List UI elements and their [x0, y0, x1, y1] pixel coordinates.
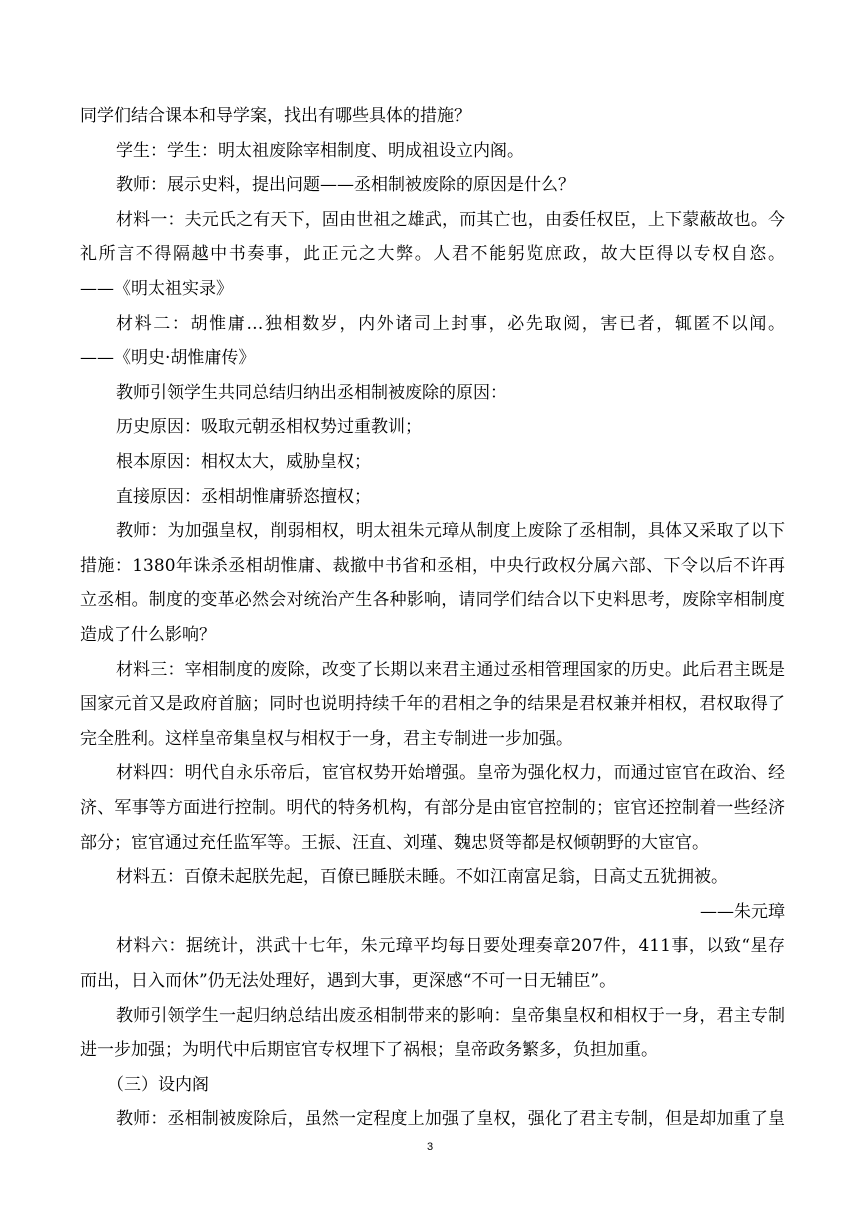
paragraph-line: 造成了什么影响？	[80, 625, 216, 645]
paragraph-line: 材料五：百僚未起朕先起，百僚已睡朕未睡。不如江南富足翁，日高丈五犹拥被。	[116, 867, 728, 887]
paragraph-line: 措施：1380年诛杀丞相胡惟庸、裁撤中书省和丞相，中央行政权分属六部、下令以后不许再	[80, 556, 785, 576]
paragraph-line: 材料四：明代自永乐帝后，宦官权势开始增强。皇帝为强化权力，而通过宦官在政治、经	[116, 763, 785, 783]
paragraph-line: 教师引领学生一起归纳总结出废丞相制带来的影响：皇帝集皇权和相权于一身，君主专制	[116, 1006, 785, 1026]
paragraph-line: 教师：展示史料，提出问题——丞相制被废除的原因是什么？	[116, 175, 575, 195]
paragraph-line: 完全胜利。这样皇帝集皇权与相权于一身，君主专制进一步加强。	[80, 729, 573, 749]
paragraph-line: 教师引领学生共同总结归纳出丞相制被废除的原因：	[116, 383, 507, 403]
paragraph-line: 材料三：宰相制度的废除，改变了长期以来君主通过丞相管理国家的历史。此后君主既是	[116, 660, 785, 680]
paragraph-line: 而出，日入而休”仍无法处理好，遇到大事，更深感“不可一日无辅臣”。	[80, 971, 617, 991]
paragraph-line: 直接原因：丞相胡惟庸骄恣擅权；	[116, 487, 371, 507]
section-heading: （三）设内阁	[107, 1075, 209, 1095]
paragraph-line: 礼所言不得隔越中书奏事，此正元之大弊。人君不能躬览庶政，故大臣得以专权自恣。	[80, 244, 785, 264]
paragraph-line: 国家元首又是政府首脑；同时也说明持续千年的君相之争的结果是君权兼并相权，君权取得了	[80, 694, 785, 714]
paragraph-line: 材料六：据统计，洪武十七年，朱元璋平均每日要处理奏章207件，411事，以致“星存	[116, 936, 785, 956]
paragraph-line: 同学们结合课本和导学案，找出有哪些具体的措施？	[80, 106, 471, 126]
paragraph-line: 学生：学生：明太祖废除宰相制度、明成祖设立内阁。	[116, 141, 524, 161]
paragraph-line: 立丞相。制度的变革必然会对统治产生各种影响，请同学们结合以下史料思考，废除宰相制度	[80, 590, 785, 610]
paragraph-line: 根本原因：相权太大，威胁皇权；	[116, 452, 371, 472]
paragraph-line: 教师：丞相制被废除后，虽然一定程度上加强了皇权，强化了君主专制，但是却加重了皇	[116, 1109, 785, 1129]
paragraph-line: 材料一：夫元氏之有天下，固由世祖之雄武，而其亡也，由委任权臣，上下蒙蔽故也。今	[116, 210, 785, 230]
paragraph-line: 进一步加强；为明代中后期宦官专权埋下了祸根；皇帝政务繁多，负担加重。	[80, 1040, 658, 1060]
paragraph-line: 济、军事等方面进行控制。明代的特务机构，有部分是由宦官控制的；宦官还控制着一些经济	[80, 798, 785, 818]
source-citation: ——《明史·胡惟庸传》	[80, 348, 256, 368]
paragraph-line: 历史原因：吸取元朝丞相权势过重教训；	[116, 417, 422, 437]
source-citation: ——《明太祖实录》	[80, 279, 233, 299]
paragraph-line: 教师：为加强皇权，削弱相权，明太祖朱元璋从制度上废除了丞相制，具体又采取了以下	[116, 521, 785, 541]
paragraph-line: 部分；宦官通过充任监军等。王振、汪直、刘瑾、魏忠贤等都是权倾朝野的大宦官。	[80, 833, 709, 853]
paragraph-line: 材料二：胡惟庸…独相数岁，内外诸司上封事，必先取阅，害已者，辄匿不以闻。	[116, 314, 785, 334]
page-number: 3	[426, 1141, 434, 1153]
source-citation: ——朱元璋	[700, 902, 785, 922]
